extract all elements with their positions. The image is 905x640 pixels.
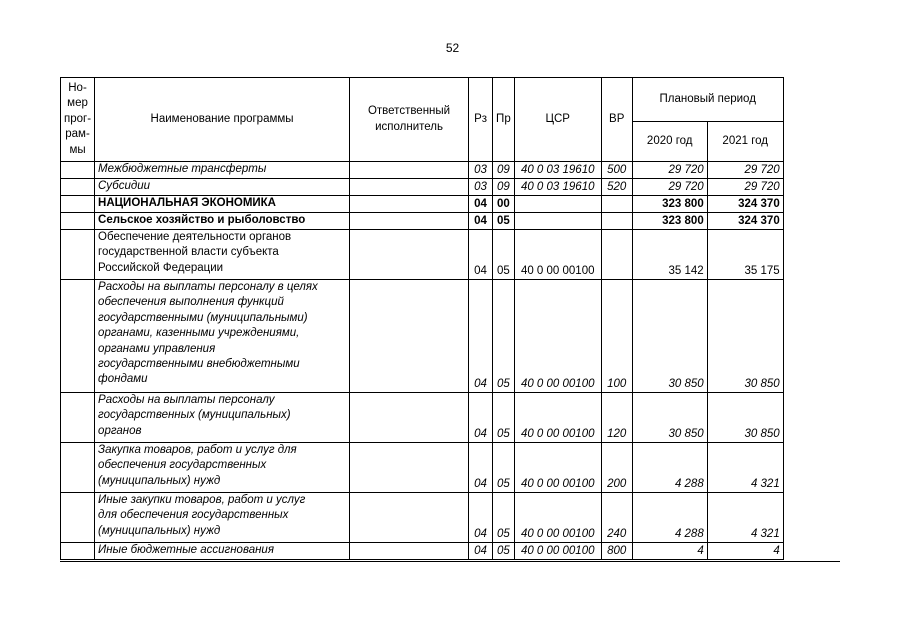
- table-row: [61, 493, 784, 543]
- row-pr: 05: [493, 543, 515, 560]
- row-responsible-cell: [350, 493, 469, 543]
- row-vr: 120: [601, 393, 632, 443]
- row-csr: 40 0 03 19610: [514, 179, 601, 196]
- row-rz: 04: [469, 493, 493, 543]
- row-pr: 09: [493, 179, 515, 196]
- row-program-name: Закупка товаров, работ и услуг для обеспечения государственных (муниципальных) нужд: [95, 443, 350, 493]
- row-program-number-cell: [61, 213, 95, 230]
- row-program-name: Сельское хозяйство и рыболовство: [95, 213, 350, 230]
- row-program-name: Субсидии: [95, 179, 350, 196]
- row-csr: 40 0 00 00100: [514, 443, 601, 493]
- row-program-name: Расходы на выплаты персоналу в целях обеспечения выполнения функций государственными (муниципальными) органами, казенными учреждениями, органами управления государственными внебюджетными фондами: [95, 280, 350, 393]
- table-row: [61, 443, 784, 493]
- row-vr: [601, 213, 632, 230]
- row-amount-2021: 4: [707, 543, 783, 560]
- row-program-name: Расходы на выплаты персоналу государственных (муниципальных) органов: [95, 393, 350, 443]
- header-program-name: Наименование программы: [95, 78, 350, 162]
- header-planning-period: Плановый период: [632, 78, 783, 122]
- row-amount-2021: 35 175: [707, 230, 783, 280]
- row-responsible-cell: [350, 213, 469, 230]
- row-amount-2021: 30 850: [707, 393, 783, 443]
- header-vr: ВР: [601, 78, 632, 162]
- row-vr: 500: [601, 162, 632, 179]
- row-vr: 800: [601, 543, 632, 560]
- header-pr: Пр: [493, 78, 515, 162]
- header-rz: Рз: [469, 78, 493, 162]
- row-amount-2020: 30 850: [632, 280, 707, 393]
- row-csr: 40 0 03 19610: [514, 162, 601, 179]
- row-pr: 05: [493, 213, 515, 230]
- table-row: [61, 230, 784, 280]
- row-program-number-cell: [61, 443, 95, 493]
- row-amount-2021: 4 321: [707, 493, 783, 543]
- table-row: [61, 280, 784, 393]
- table-row: [61, 543, 784, 560]
- row-vr: 100: [601, 280, 632, 393]
- row-csr: 40 0 00 00100: [514, 493, 601, 543]
- row-pr: 05: [493, 230, 515, 280]
- row-responsible-cell: [350, 179, 469, 196]
- row-vr: [601, 196, 632, 213]
- row-pr: 05: [493, 493, 515, 543]
- row-program-number-cell: [61, 196, 95, 213]
- row-rz: 04: [469, 196, 493, 213]
- table-row: [61, 213, 784, 230]
- row-program-name: Обеспечение деятельности органов государственной власти субъекта Российской Федерации: [95, 230, 350, 280]
- row-responsible-cell: [350, 230, 469, 280]
- row-pr: 00: [493, 196, 515, 213]
- row-amount-2021: 324 370: [707, 213, 783, 230]
- row-program-number-cell: [61, 179, 95, 196]
- row-csr: 40 0 00 00100: [514, 543, 601, 560]
- row-program-number-cell: [61, 162, 95, 179]
- row-amount-2020: 4: [632, 543, 707, 560]
- row-amount-2021: 30 850: [707, 280, 783, 393]
- row-program-name: Иные бюджетные ассигнования: [95, 543, 350, 560]
- row-program-number-cell: [61, 280, 95, 393]
- row-responsible-cell: [350, 196, 469, 213]
- row-amount-2020: 4 288: [632, 493, 707, 543]
- row-rz: 03: [469, 179, 493, 196]
- row-rz: 04: [469, 213, 493, 230]
- row-csr: [514, 213, 601, 230]
- row-program-number-cell: [61, 230, 95, 280]
- table-bottom-border: [60, 561, 840, 562]
- row-amount-2020: 29 720: [632, 162, 707, 179]
- row-pr: 05: [493, 393, 515, 443]
- row-amount-2021: 324 370: [707, 196, 783, 213]
- row-vr: [601, 230, 632, 280]
- row-program-name: Иные закупки товаров, работ и услуг для обеспечения государственных (муниципальных) нужд: [95, 493, 350, 543]
- row-amount-2021: 29 720: [707, 179, 783, 196]
- header-responsible: Ответственный исполнитель: [350, 78, 469, 162]
- row-program-number-cell: [61, 393, 95, 443]
- row-rz: 04: [469, 230, 493, 280]
- row-responsible-cell: [350, 280, 469, 393]
- row-rz: 03: [469, 162, 493, 179]
- row-amount-2021: 29 720: [707, 162, 783, 179]
- row-vr: 200: [601, 443, 632, 493]
- row-amount-2020: 323 800: [632, 213, 707, 230]
- header-program-number: Но- мер прог- рам- мы: [61, 78, 95, 162]
- row-rz: 04: [469, 280, 493, 393]
- row-pr: 09: [493, 162, 515, 179]
- row-csr: 40 0 00 00100: [514, 230, 601, 280]
- row-amount-2020: 35 142: [632, 230, 707, 280]
- row-csr: 40 0 00 00100: [514, 393, 601, 443]
- row-pr: 05: [493, 280, 515, 393]
- row-rz: 04: [469, 393, 493, 443]
- row-amount-2021: 4 321: [707, 443, 783, 493]
- row-program-number-cell: [61, 493, 95, 543]
- row-csr: [514, 196, 601, 213]
- row-program-name: Межбюджетные трансферты: [95, 162, 350, 179]
- row-amount-2020: 323 800: [632, 196, 707, 213]
- row-amount-2020: 4 288: [632, 443, 707, 493]
- row-rz: 04: [469, 443, 493, 493]
- table-body: [61, 162, 784, 560]
- header-year-2020: 2020 год: [632, 122, 707, 162]
- table-row: [61, 393, 784, 443]
- row-program-name: НАЦИОНАЛЬНАЯ ЭКОНОМИКА: [95, 196, 350, 213]
- row-amount-2020: 29 720: [632, 179, 707, 196]
- header-year-2021: 2021 год: [707, 122, 783, 162]
- row-vr: 240: [601, 493, 632, 543]
- table-row: [61, 196, 784, 213]
- row-responsible-cell: [350, 443, 469, 493]
- table-row: [61, 179, 784, 196]
- row-pr: 05: [493, 443, 515, 493]
- page-number: 52: [445, 41, 460, 55]
- row-program-number-cell: [61, 543, 95, 560]
- row-csr: 40 0 00 00100: [514, 280, 601, 393]
- row-amount-2020: 30 850: [632, 393, 707, 443]
- row-responsible-cell: [350, 543, 469, 560]
- table-row: [61, 162, 784, 179]
- row-responsible-cell: [350, 393, 469, 443]
- row-rz: 04: [469, 543, 493, 560]
- row-vr: 520: [601, 179, 632, 196]
- budget-table: [60, 77, 784, 560]
- header-csr: ЦСР: [514, 78, 601, 162]
- row-responsible-cell: [350, 162, 469, 179]
